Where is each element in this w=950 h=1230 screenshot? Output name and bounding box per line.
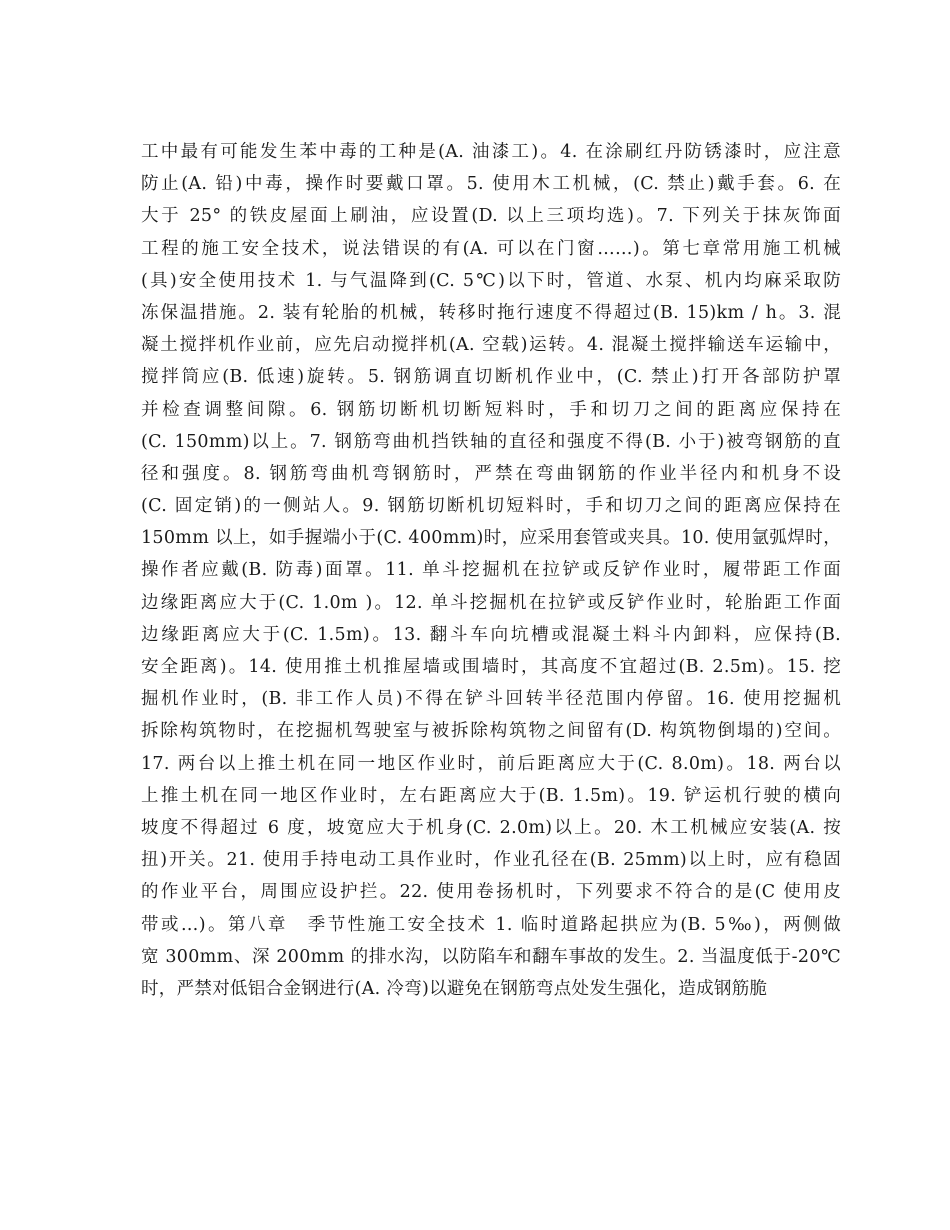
text-line-4: 工程的施工安全技术，说法错误的有(A. 可以在门窗……)。第七章常用施工机械 [141,238,841,259]
text-line-8: 搅拌筒应(B. 低速)旋转。5. 钢筋调直切断机作业中，(C. 禁止)打开各部防护罩 [141,367,841,388]
text-line-19: 拆除构筑物时，在挖掘机驾驶室与被拆除构筑物之间留有(D. 构筑物倒塌的)空间。 [141,721,841,742]
text-line-26: 宽 300mm、深 200mm 的排水沟，以防陷车和翻车事故的发生。2. 当温度低于-20℃ [141,946,841,967]
text-line-20: 17. 两台以上推土机在同一地区作业时，前后距离应大于(C. 8.0m)。18. 两台以 [141,753,841,774]
text-line-9: 并检查调整间隙。6. 钢筋切断机切断短料时，手和切刀之间的距离应保持在 [141,399,841,420]
text-line-14: 操作者应戴(B. 防毒)面罩。11. 单斗挖掘机在拉铲或反铲作业时，履带距工作面 [141,560,841,581]
text-line-24: 的作业平台，周围应设护拦。22. 使用卷扬机时，下列要求不符合的是(C 使用皮 [141,882,841,903]
text-line-3: 大于 25° 的铁皮屋面上刷油，应设置(D. 以上三项均选)。7. 下列关于抹灰饰面 [141,206,841,227]
text-line-11: 径和强度。8. 钢筋弯曲机弯钢筋时，严禁在弯曲钢筋的作业半径内和机身不设 [141,463,841,484]
text-line-18: 掘机作业时，(B. 非工作人员)不得在铲斗回转半径范围内停留。16. 使用挖掘机 [141,689,841,710]
text-line-10: (C. 150mm)以上。7. 钢筋弯曲机挡铁轴的直径和强度不得(B. 小于)被弯钢筋的直 [141,431,841,452]
text-line-27: 时，严禁对低铝合金钢进行(A. 冷弯)以避免在钢筋弯点处发生强化，造成钢筋脆 [141,978,768,999]
text-line-7: 凝土搅拌机作业前，应先启动搅拌机(A. 空载)运转。4. 混凝土搅拌输送车运输中， [141,335,841,356]
text-line-15: 边缘距离应大于(C. 1.0m )。12. 单斗挖掘机在拉铲或反铲作业时，轮胎距工作面 [141,592,841,613]
text-line-16: 边缘距离应大于(C. 1.5m)。13. 翻斗车向坑槽或混凝土料斗内卸料，应保持(B. [141,624,841,645]
text-line-1: 工中最有可能发生苯中毒的工种是(A. 油漆工)。4. 在涂刷红丹防锈漆时，应注意 [141,142,841,162]
text-line-17: 安全距离)。14. 使用推土机推屋墙或围墙时，其高度不宜超过(B. 2.5m)。15. 挖 [141,657,841,677]
text-line-5: (具)安全使用技术 1. 与气温降到(C. 5℃)以下时，管道、水泵、机内均麻采取防 [141,270,841,291]
text-line-13: 150mm 以上，如手握端小于(C. 400mm)时，应采用套管或夹具。10. 使用氩弧焊时， [141,528,841,549]
text-line-25: 带或…)。第八章 季节性施工安全技术 1. 临时道路起拱应为(B. 5‰)，两侧做 [141,914,841,935]
body-text [141,136,841,1005]
text-line-12: (C. 固定销)的一侧站人。9. 钢筋切断机切短料时，手和切刀之间的距离应保持在 [141,496,841,517]
text-line-21: 上推土机在同一地区作业时，左右距离应大于(B. 1.5m)。19. 铲运机行驶的横向 [141,785,841,806]
text-line-2: 防止(A. 铅)中毒，操作时要戴口罩。5. 使用木工机械，(C. 禁止)戴手套。6. 在 [141,174,841,195]
text-line-6: 冻保温措施。2. 装有轮胎的机械，转移时拖行速度不得超过(B. 15)km / h。3. 混 [141,302,841,323]
text-line-23: 扭)开关。21. 使用手持电动工具作业时，作业孔径在(B. 25mm)以上时，应有稳固 [141,850,841,871]
text-line-22: 坡度不得超过 6 度，坡宽应大于机身(C. 2.0m)以上。20. 木工机械应安装(A. 按 [141,817,841,838]
